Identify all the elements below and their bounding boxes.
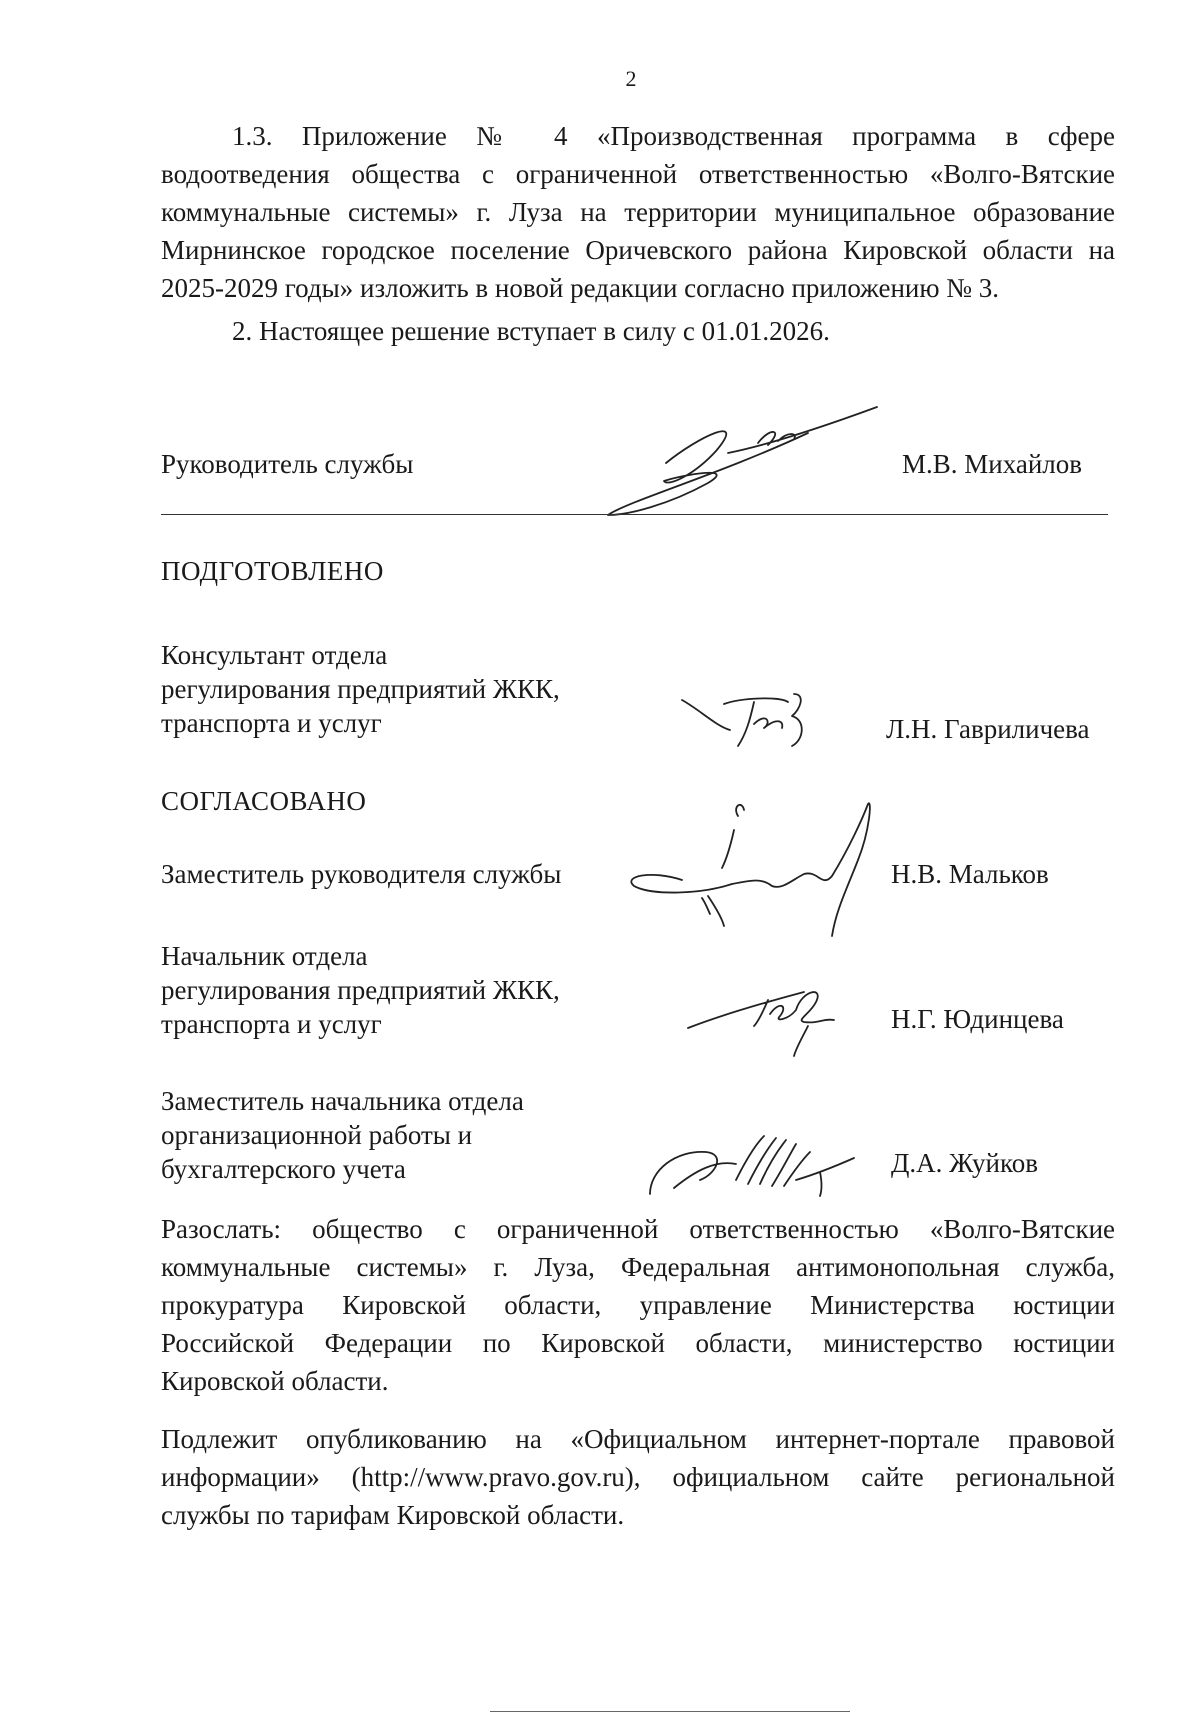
clause-1-3 <box>161 117 1115 307</box>
clause-1-3-line: коммунальные системы» г. Луза на территории муниципальное образование <box>161 197 1115 227</box>
agreed-signature-icon <box>646 1130 856 1200</box>
head-title: Руководитель службы <box>161 449 414 479</box>
page-number: 2 <box>625 66 637 91</box>
distribution-line: Разослать: общество с ограниченной ответственностью «Волго-Вятские <box>161 1214 1115 1244</box>
head-signature-icon <box>598 405 878 525</box>
prepared-name: Л.Н. Гавриличева <box>886 714 1090 744</box>
clause-1-3-line: 2025-2029 годы» изложить в новой редакции согласно приложению № 3. <box>161 273 1000 303</box>
publication-line: Подлежит опубликованию на «Официальном интернет-портале правовой <box>161 1424 1115 1454</box>
distribution-line: Российской Федерации по Кировской области, министерство юстиции <box>161 1328 1115 1358</box>
clause-1-3-line: Мирнинское городское поселение Оричевского района Кировской области на <box>161 235 1115 265</box>
agreed-name: Н.Г. Юдинцева <box>891 1004 1064 1034</box>
publication-line: информации» (http://www.pravo.gov.ru), официальном сайте региональной <box>161 1462 1115 1492</box>
prepared-signature-icon <box>680 690 820 750</box>
distribution-line: коммунальные системы» г. Луза, Федеральная антимонопольная служба, <box>161 1252 1115 1282</box>
prepared-heading: ПОДГОТОВЛЕНО <box>161 556 384 586</box>
agreed-name: Н.В. Мальков <box>891 859 1049 889</box>
agreed-signature-icon <box>684 970 844 1060</box>
head-name: М.В. Михайлов <box>902 449 1083 479</box>
publication-note <box>161 1420 1115 1534</box>
agreed-position: Начальник отдела регулирования предприятий ЖКК, транспорта и услуг <box>161 941 560 1039</box>
clause-2 <box>161 312 1115 350</box>
agreed-position: Заместитель руководителя службы <box>161 859 562 889</box>
footer-rule <box>490 1711 850 1712</box>
clause-2-text: 2. Настоящее решение вступает в силу с 01.01.2026. <box>232 316 830 346</box>
prepared-position: Консультант отдела регулирования предприятий ЖКК, транспорта и услуг <box>161 640 560 738</box>
agreed-name: Д.А. Жуйков <box>891 1148 1038 1178</box>
agreed-signature-icon <box>622 800 882 940</box>
agreed-position: Заместитель начальника отдела организационной работы и бухгалтерского учета <box>161 1086 524 1184</box>
distribution-line: Кировской области. <box>161 1366 389 1396</box>
agreed-heading: СОГЛАСОВАНО <box>161 786 367 816</box>
distribution-list <box>161 1210 1115 1400</box>
clause-1-3-line: 1.3. Приложение № 4 «Производственная программа в сфере <box>232 121 1115 151</box>
distribution-line: прокуратура Кировской области, управление Министерства юстиции <box>161 1290 1115 1320</box>
publication-line: службы по тарифам Кировской области. <box>161 1500 625 1530</box>
clause-1-3-line: водоотведения общества с ограниченной ответственностью «Волго-Вятские <box>161 159 1115 189</box>
signature-divider <box>161 514 1108 515</box>
